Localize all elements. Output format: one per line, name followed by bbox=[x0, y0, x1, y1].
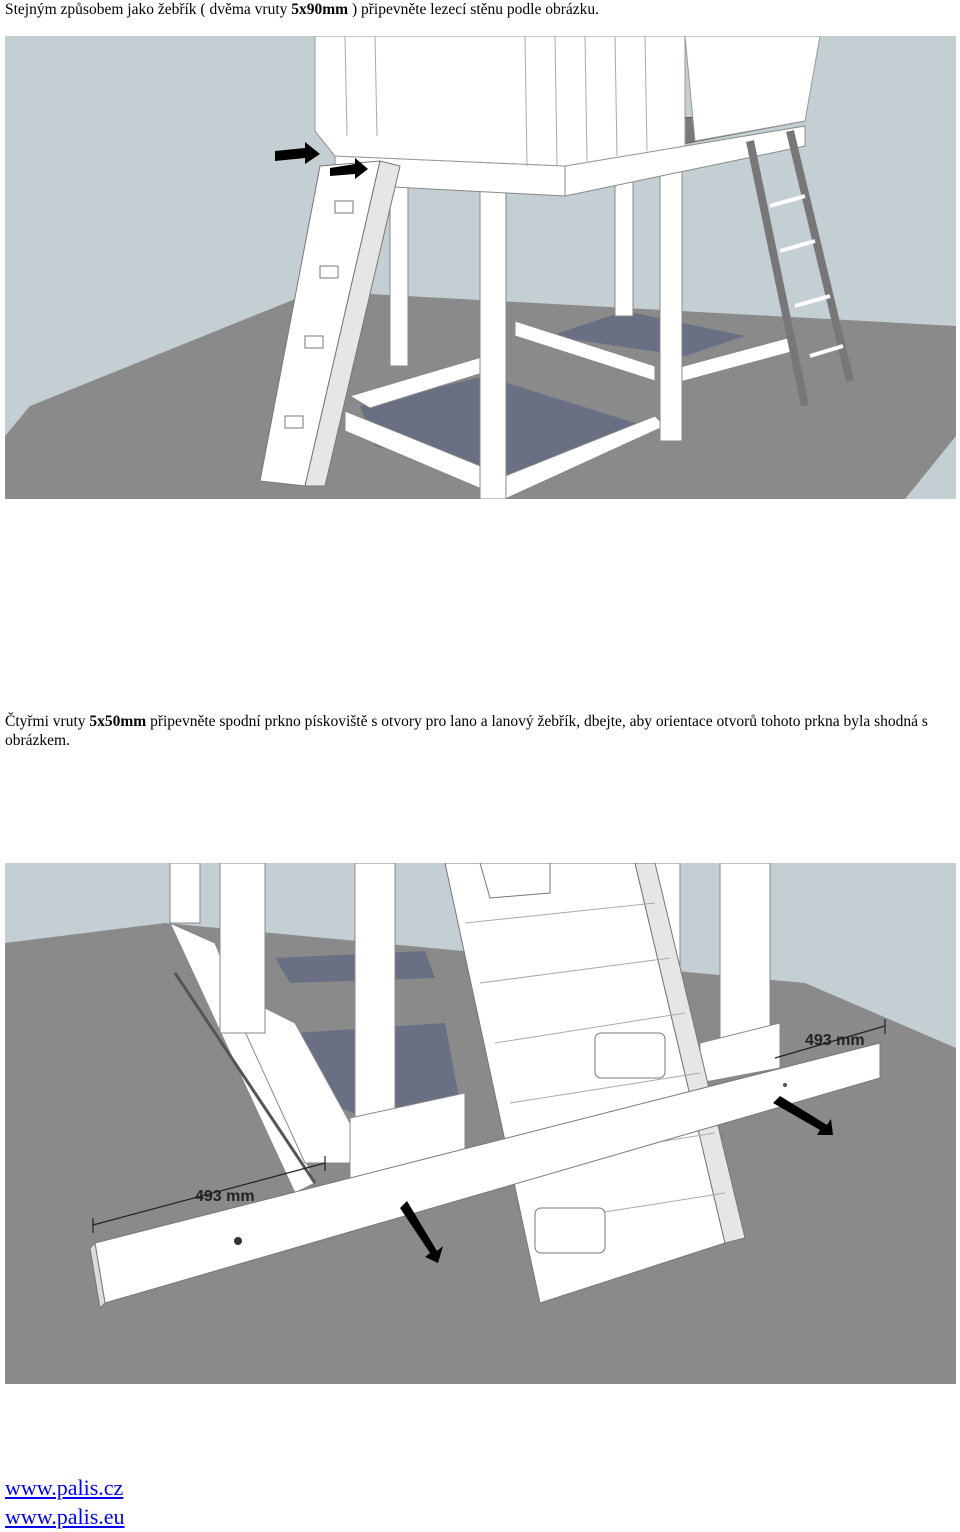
link-palis-cz[interactable]: www.palis.cz bbox=[5, 1475, 124, 1500]
instruction-1-prefix: Stejným způsobem jako žebřík ( dvěma vruty bbox=[5, 1, 292, 18]
figure-sandbox-board bbox=[5, 863, 956, 1384]
instruction-1-suffix: ) připevněte lezecí stěnu podle obrázku. bbox=[348, 1, 599, 18]
screw-size-5x50: 5x50mm bbox=[89, 713, 147, 730]
screw-size-5x90: 5x90mm bbox=[291, 1, 349, 18]
instruction-2-suffix: připevněte spodní prkno pískoviště s otvory pro lano a lanový žebřík, dbejte, aby orientace otvorů tohoto prkna byla shodná s obrázkem. bbox=[5, 713, 928, 749]
dimension-label-right: 493 mm bbox=[805, 1032, 865, 1049]
instruction-text-2 bbox=[5, 712, 955, 750]
instruction-2-prefix: Čtyřmi vruty bbox=[5, 713, 90, 730]
footer-links bbox=[5, 1473, 125, 1531]
dimension-label-left: 493 mm bbox=[195, 1188, 255, 1205]
figure-climbing-wall bbox=[5, 36, 956, 499]
link-palis-eu[interactable]: www.palis.eu bbox=[5, 1504, 125, 1529]
instruction-text-1 bbox=[5, 0, 955, 19]
